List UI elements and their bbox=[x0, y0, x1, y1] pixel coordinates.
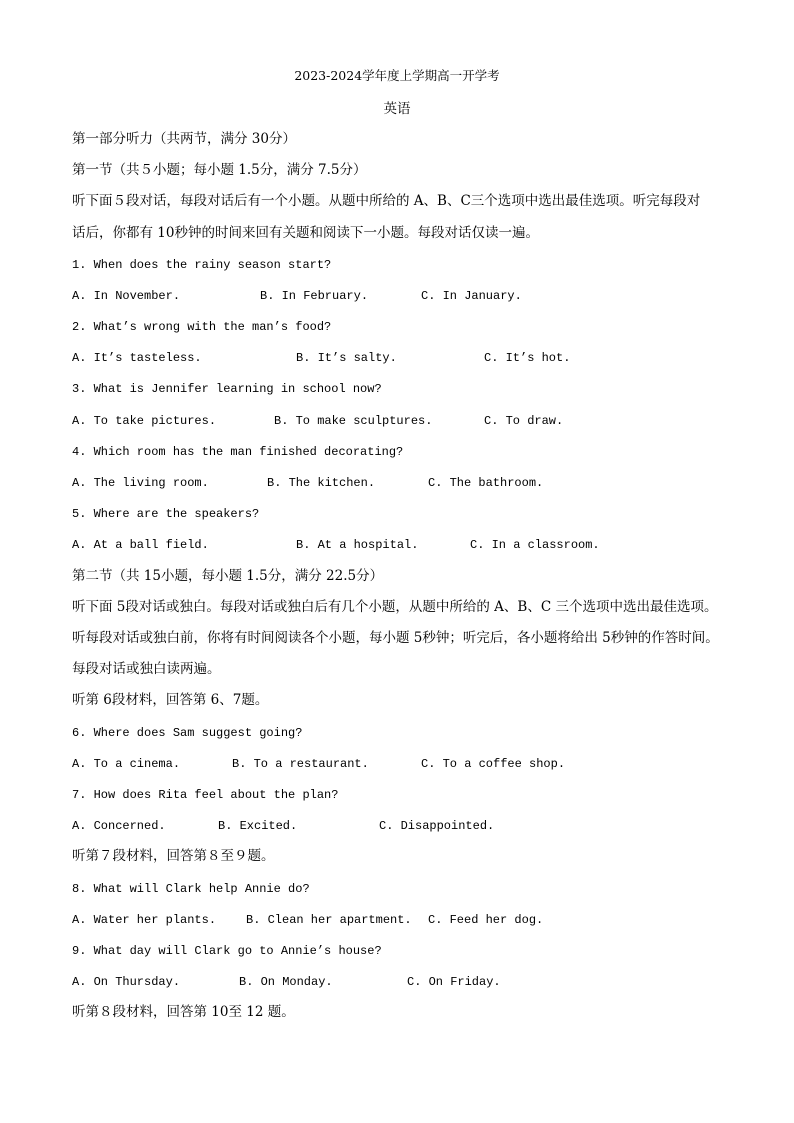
question-stem: 1. When does the rainy season start? bbox=[72, 258, 332, 272]
question-stem: 8. What will Clark help Annie do? bbox=[72, 882, 310, 896]
option-b: B. To make sculptures. bbox=[274, 414, 433, 428]
option-c: C. In a classroom. bbox=[470, 538, 600, 552]
option-a: A. Concerned. bbox=[72, 819, 166, 833]
option-a: A. Water her plants. bbox=[72, 913, 217, 927]
section2-heading: 第二节（共 15小题，每小题 1.5分，满分 22.5分） bbox=[72, 568, 384, 584]
option-b: B. It’s salty. bbox=[296, 351, 397, 365]
segment-6-note: 听第 6段材料，回答第 6、7题。 bbox=[72, 692, 269, 708]
exam-title: 2023-2024学年度上学期高一开学考 bbox=[294, 68, 500, 83]
section2-instruction-line2: 听每段对话或独白前，你将有时间阅读各个小题，每小题 5秒钟；听完后，各小题将给出 5秒钟的作答时间。 bbox=[72, 630, 719, 646]
option-c: C. To draw. bbox=[484, 414, 564, 428]
option-b: B. The kitchen. bbox=[267, 476, 376, 490]
option-b: B. In February. bbox=[260, 289, 369, 303]
option-a: A. In November. bbox=[72, 289, 181, 303]
question-stem: 7. How does Rita feel about the plan? bbox=[72, 788, 339, 802]
option-c: C. On Friday. bbox=[407, 975, 501, 989]
option-a: A. On Thursday. bbox=[72, 975, 181, 989]
section1-instruction-line1: 听下面５段对话，每段对话后有一个小题。从题中所给的 A、B、C三个选项中选出最佳选项。听完每段对 bbox=[72, 193, 701, 209]
option-c: C. The bathroom. bbox=[428, 476, 544, 490]
subject-title: 英语 bbox=[383, 101, 411, 117]
option-c: C. It’s hot. bbox=[484, 351, 571, 365]
option-c: C. Disappointed. bbox=[379, 819, 495, 833]
option-a: A. The living room. bbox=[72, 476, 209, 490]
section1-heading: 第一节（共５小题；每小题 1.5分，满分 7.5分） bbox=[72, 162, 367, 178]
option-b: B. On Monday. bbox=[239, 975, 333, 989]
option-a: A. To take pictures. bbox=[72, 414, 217, 428]
option-b: B. At a hospital. bbox=[296, 538, 419, 552]
option-b: B. To a restaurant. bbox=[232, 757, 369, 771]
section1-instruction-line2: 话后，你都有 10秒钟的时间来回有关题和阅读下一小题。每段对话仅读一遍。 bbox=[72, 225, 539, 241]
option-c: C. Feed her dog. bbox=[428, 913, 544, 927]
option-c: C. In January. bbox=[421, 289, 522, 303]
section2-instruction-line3: 每段对话或独白读两遍。 bbox=[72, 661, 221, 677]
option-b: B. Excited. bbox=[218, 819, 298, 833]
question-stem: 5. Where are the speakers? bbox=[72, 507, 260, 521]
question-stem: 4. Which room has the man finished decorating? bbox=[72, 445, 404, 459]
option-b: B. Clean her apartment. bbox=[246, 913, 412, 927]
section2-instruction-line1: 听下面 5段对话或独白。每段对话或独白后有几个小题，从题中所给的 A、B、C 三个选项中选出最佳选项。 bbox=[72, 599, 718, 615]
option-a: A. At a ball field. bbox=[72, 538, 209, 552]
option-c: C. To a coffee shop. bbox=[421, 757, 566, 771]
segment-7-note: 听第７段材料，回答第８至９题。 bbox=[72, 848, 275, 864]
question-stem: 2. What’s wrong with the man’s food? bbox=[72, 320, 332, 334]
question-stem: 3. What is Jennifer learning in school now? bbox=[72, 382, 382, 396]
part1-heading: 第一部分听力（共两节，满分 30分） bbox=[72, 131, 296, 147]
option-a: A. To a cinema. bbox=[72, 757, 181, 771]
question-stem: 6. Where does Sam suggest going? bbox=[72, 726, 303, 740]
question-stem: 9. What day will Clark go to Annie’s house? bbox=[72, 944, 382, 958]
segment-8-note: 听第８段材料，回答第 10至 12 题。 bbox=[72, 1004, 295, 1020]
option-a: A. It’s tasteless. bbox=[72, 351, 202, 365]
